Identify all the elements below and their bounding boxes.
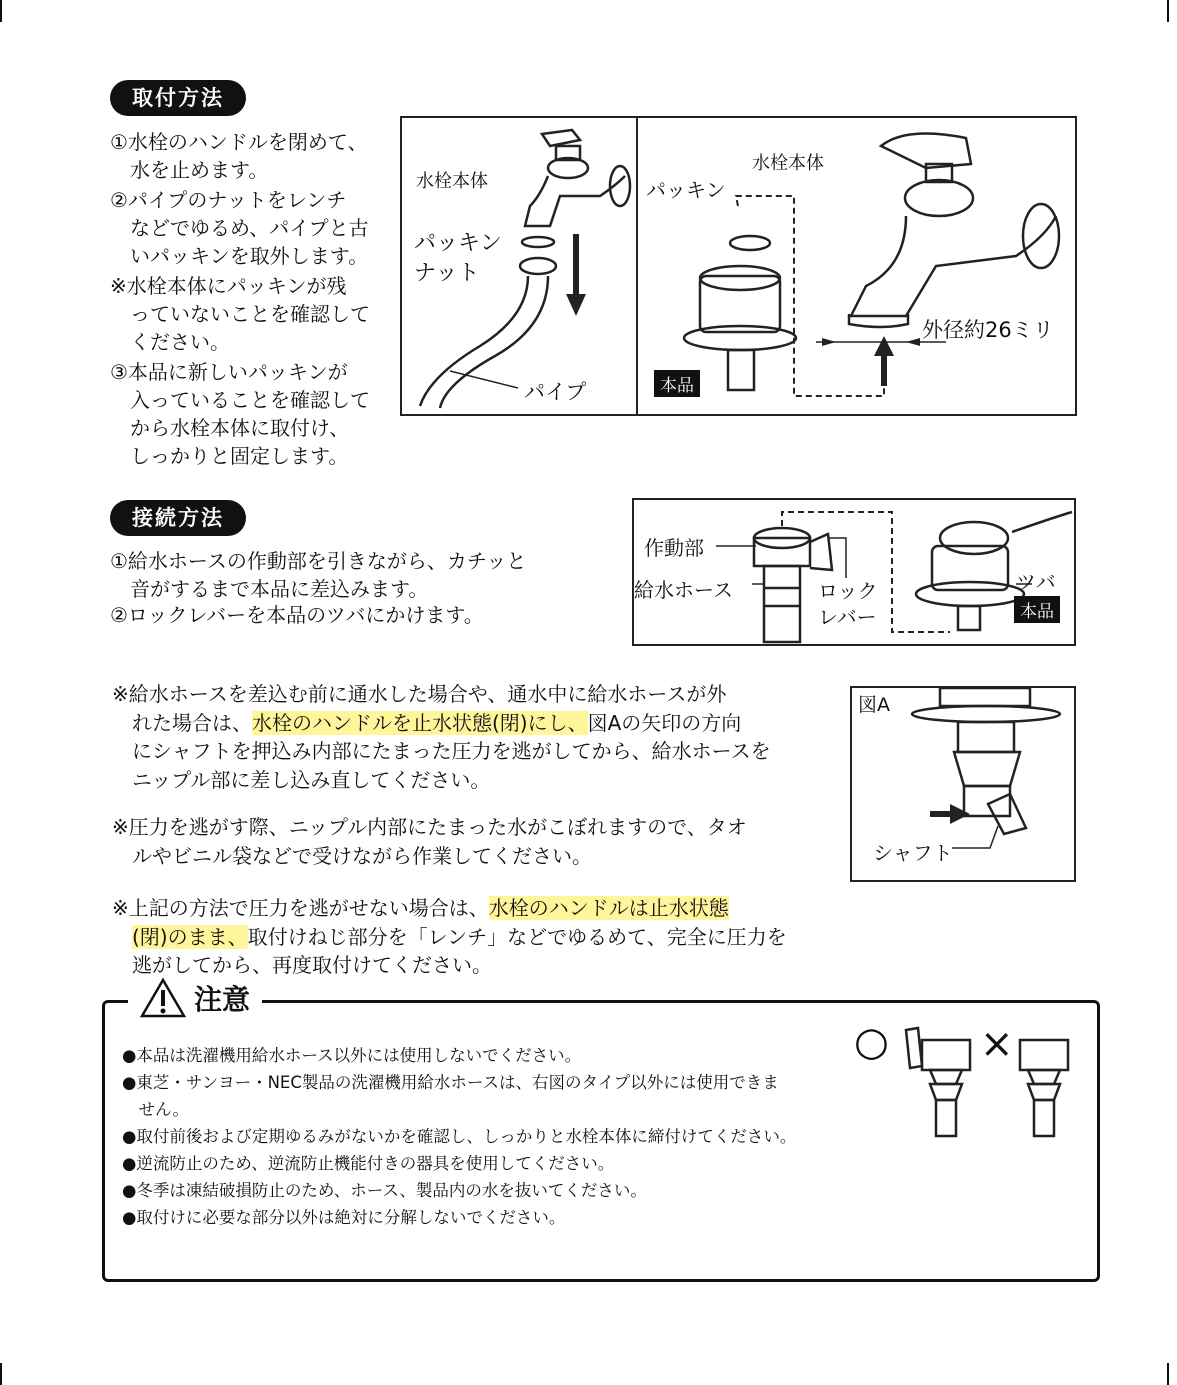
crop-mark	[0, 0, 2, 22]
label-pipe: パイプ	[524, 380, 587, 404]
caution-header	[128, 978, 262, 1018]
crop-mark	[1167, 0, 1169, 22]
warning-icon	[140, 978, 186, 1018]
install-step-3: ③本品に新しいパッキンが 入っていることを確認して から水栓本体に取付け、 しっかりと固定します。	[110, 360, 370, 468]
faucet-attach-illustration	[636, 116, 1077, 416]
install-step-1: ①水栓のハンドルを閉めて、 水を止めます。	[110, 130, 368, 182]
product-tag: 本品	[654, 370, 700, 397]
connect-heading: 接続方法	[110, 500, 246, 536]
caution-list	[122, 1042, 796, 1231]
install-heading: 取付方法	[110, 80, 246, 116]
connect-step-1: ①給水ホースの作動部を引きながら、カチッと 音がするまで本品に差込みます。	[110, 549, 527, 601]
figure-a-title: 図A	[858, 694, 890, 716]
label-faucet-body: 水栓本体	[416, 171, 488, 192]
note-2: ※圧力を逃がす際、ニップル内部にたまった水がこぼれますので、タオ ルやビニル袋などで受けながら作業してください。	[112, 815, 747, 868]
install-step-note: ※水栓本体にパッキンが残 っていないことを確認して ください。	[110, 274, 370, 354]
label-shaft: シャフト	[873, 841, 953, 865]
label-hose: 給水ホース	[634, 578, 733, 602]
label-packing: パッキン	[414, 231, 502, 256]
label-actuator: 作動部	[644, 536, 704, 560]
install-step-2: ②パイプのナットをレンチ などでゆるめ、パイプと古 いパッキンを取外します。	[110, 188, 369, 268]
note-3-highlight: 水栓のハンドルは止水状態	[488, 896, 729, 920]
label-lock-lever: ロック レバー	[818, 579, 878, 629]
label-flange: ツバ	[1016, 570, 1056, 594]
label-outer-diameter: 外径約26ミリ	[922, 318, 1054, 342]
caution-item: ●取付けに必要な部分以外は絶対に分解しないでください。	[122, 1208, 566, 1227]
crop-mark	[0, 1363, 2, 1385]
ng-mark: ×	[980, 1021, 1014, 1067]
note-3: ※上記の方法で圧力を逃がせない場合は、水栓のハンドルは止水状態 (閉)のまま、取付けねじ部分を「レンチ」などでゆるめて、完全に圧力を 逃がしてから、再度取付けてください。	[112, 896, 787, 977]
connect-step-2: ②ロックレバーを本品のツバにかけます。	[110, 603, 484, 627]
label-faucet-body-2: 水栓本体	[752, 153, 824, 174]
crop-mark	[1167, 1363, 1169, 1385]
label-nut: ナット	[414, 261, 480, 286]
note-1-highlight: 水栓のハンドルを止水状態(閉)にし、	[252, 710, 588, 735]
compatible-hose-illustration	[900, 1026, 1080, 1138]
caution-item: ●東芝・サンヨー・NEC製品の洗濯機用給水ホースは、右図のタイプ以外には使用できま せん。	[122, 1073, 779, 1119]
note-1: ※給水ホースを差込む前に通水した場合や、通水中に給水ホースが外 れた場合は、水栓のハンドルを止水状態(閉)にし、図Aの矢印の方向 にシャフトを押込み内部にたまった圧力を逃がしてから、給水ホースを ニップル部に差し込み直してください。	[112, 682, 771, 792]
caution-title: 注意	[194, 983, 251, 1016]
caution-item: ●冬季は凍結破損防止のため、ホース、製品内の水を抜いてください。	[122, 1181, 647, 1200]
ok-mark: ○	[854, 1019, 889, 1065]
caution-item: ●取付前後および定期ゆるみがないかを確認し、しっかりと水栓本体に締付けてください。	[122, 1127, 797, 1146]
caution-item: ●本品は洗濯機用給水ホース以外には使用しないでください。	[122, 1046, 582, 1065]
product-tag-2: 本品	[1014, 596, 1060, 623]
label-packing-2: パッキン	[646, 178, 726, 202]
caution-item: ●逆流防止のため、逆流防止機能付きの器具を使用してください。	[122, 1154, 615, 1173]
note-3-highlight-2: (閉)のまま、	[132, 924, 248, 949]
